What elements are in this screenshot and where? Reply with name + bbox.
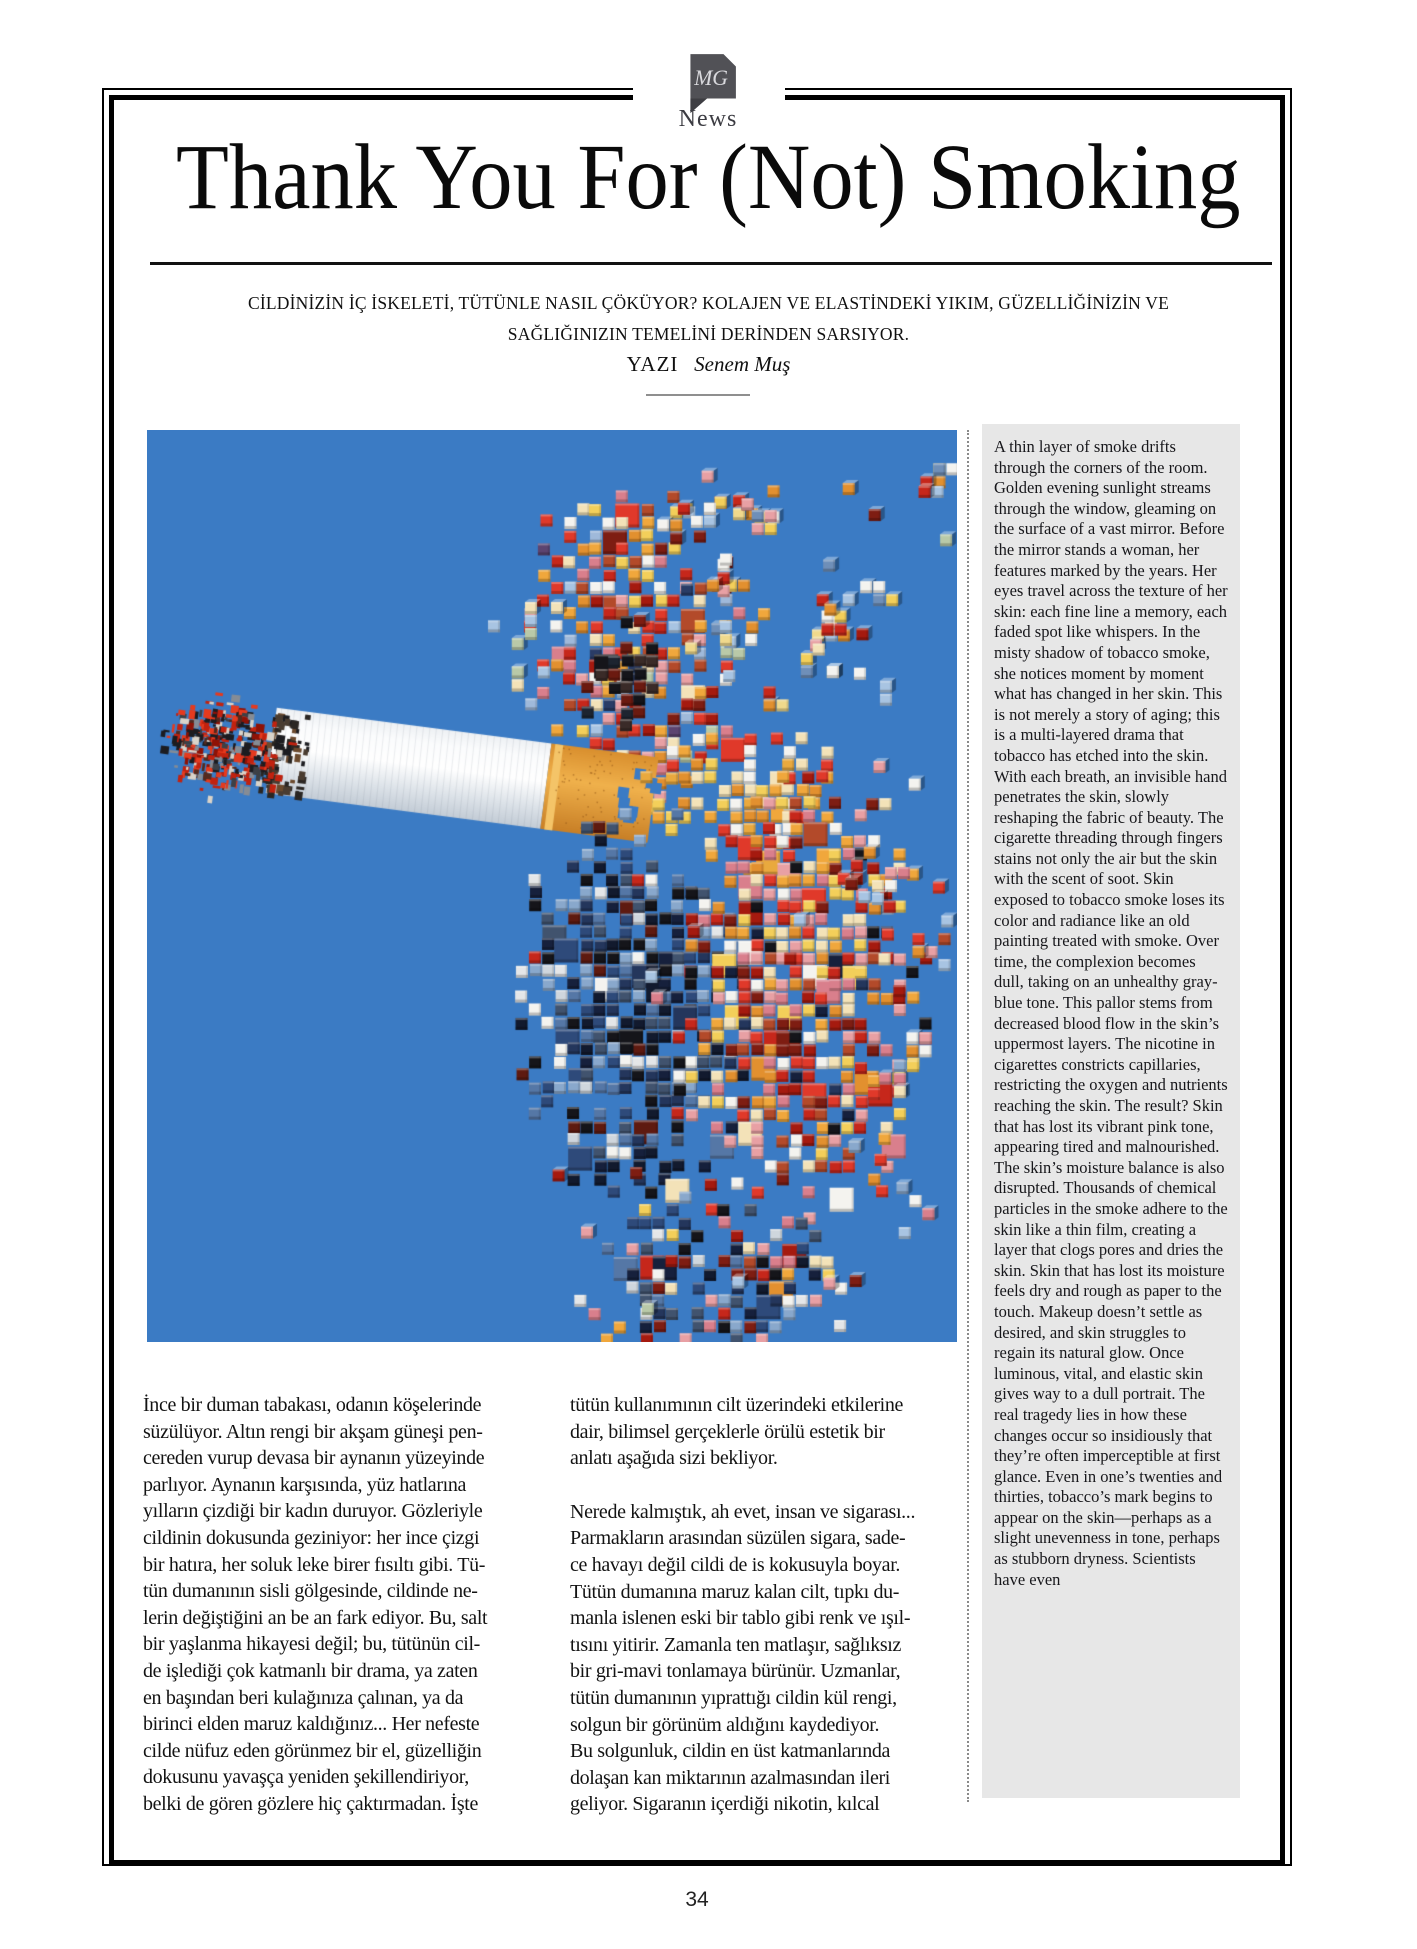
subtitle-line-2: SAĞLIĞINIZIN TEMELİNİ DERİNDEN SARSIYOR. [507,324,910,344]
paragraph-gap [570,1472,998,1499]
magazine-logo [668,52,748,112]
title-rule [150,262,1272,265]
sidebar-english-text: A thin layer of smoke drifts through the corners of the room. Golden evening sunlight streams through the window, gleaming on the surface of a vast mirror. Before the mirror stands a woman, her features marked by the years. Her eyes travel across the texture of her skin: each fine line a memory, each faded spot like whispers. In the misty shadow of tobacco smoke, she notices moment by moment what has changed in her skin. This is not merely a story of aging; this is a multi-layered drama that tobacco has etched into the skin. With each breath, an invisible hand penetrates the skin, slowly reshaping the fabric of beauty. The cigarette threading through fingers stains not only the air but the skin with the scent of soot. Skin exposed to tobacco smoke loses its color and radiance like an old painting treated with smoke. Over time, the complexion becomes dull, taking on an unhealthy gray-blue tone. This pallor stems from decreased blood flow in the skin’s uppermost layers. The nicotine in cigarettes constricts capillaries, restricting the oxygen and nutrients reaching the skin. The result? Skin that has lost its vibrant pink tone, appearing tired and malnourished. The skin’s moisture balance is also disrupted. Thousands of chemical particles in the smoke adhere to the skin like a thin film, creating a layer that clogs pores and dries the skin. Skin that has lost its moisture feels dry and rough as paper to the touch. Makeup doesn’t settle as desired, and skin struggles to regain its natural glow. Once luminous, vital, and elastic skin gives way to a dull portrait. The real tragedy lies in how these changes occur so insidiously that they’re often imperceptible at first glance. Even in one’s twenties and thirties, tobacco’s mark begins to appear on the skin—perhaps as a slight unevenness in tone, perhaps as stubborn dryness. Scientists have even [982,424,1240,1798]
page-number: 34 [685,1888,709,1911]
body-column-1: İnce bir duman tabakası, odanın köşelerinde süzülüyor. Altın rengi bir akşam güneşi pen- cereden vurup devasa bir aynanın yüzeyinde parlıyor. Aynanın karşısında, yüz hatlarına yılların çizdiği bir kadın duruyor. Gözleriyle cildinin dokusunda geziniyor: her ince çizgi bir hatıra, her soluk leke birer fısıltı gibi. Tü- tün dumanının sisli gölgesinde, cildinde ne- lerin değiştiğini an be an fark ediyor. Bu, salt bir yaşlanma hikayesi değil; bu, tütünün cil- de işlediği çok katmanlı bir drama, ya zaten en başından beri kulağınıza çalınan, ya da birinci elden maruz kaldığınız... Her nefeste cilde nüfuz eden görünmez bir el, güzelliğin dokusunu yavaşça yeniden şekillendiriyor, belki de gören gözlere hiç çaktırmadan. İşte [143,1394,488,1815]
hero-image-cigarette-pixel-art [147,430,957,1342]
article-title: Thank You For (Not) Smoking [176,126,1241,229]
column2-paragraph-2: Nerede kalmıştık, ah evet, insan ve sigarası... Parmakların arasından süzülen sigara, sade- ce havayı değil cildi de is kokusuyla boyar. Tütün dumanına maruz kalan cilt, tıpkı du- manla islenen eski bir tablo gibi renk ve ışıl- tısını yitirir. Zamanla ten matlaşır, sağlıksız bir gri-mavi tonlamaya bürünür. Uzmanlar, tütün dumanının yıprattığı cildin kül rengi, solgun bir görünüm aldığını kaydediyor. Bu solgunluk, cildin en üst katmanlarında dolaşan kan miktarının azalmasından ileri geliyor. Sigaranın içerdiği nikotin, kılcal [570,1500,916,1816]
column2-paragraph-1: tütün kullanımının cilt üzerindeki etkilerine dair, bilimsel gerçeklerle örülü estetik bir anlatı aşağıda sizi bekliyor. [570,1394,904,1470]
subtitle-line-1: CİLDİNİZİN İÇ İSKELETİ, TÜTÜNLE NASIL ÇÖKÜYOR? KOLAJEN VE ELASTİNDEKİ YIKIM, GÜZELLİĞİNİZİN VE [247,293,1170,313]
mg-logo-icon [677,52,739,114]
article-subtitle [130,288,1287,350]
body-column-2 [570,1392,998,1818]
byline [130,352,1287,377]
section-label: News [678,106,738,132]
byline-author: Senem Muş [694,352,791,376]
logo-text: MG [694,66,728,91]
byline-label: YAZI [626,352,679,376]
byline-rule [646,394,750,396]
